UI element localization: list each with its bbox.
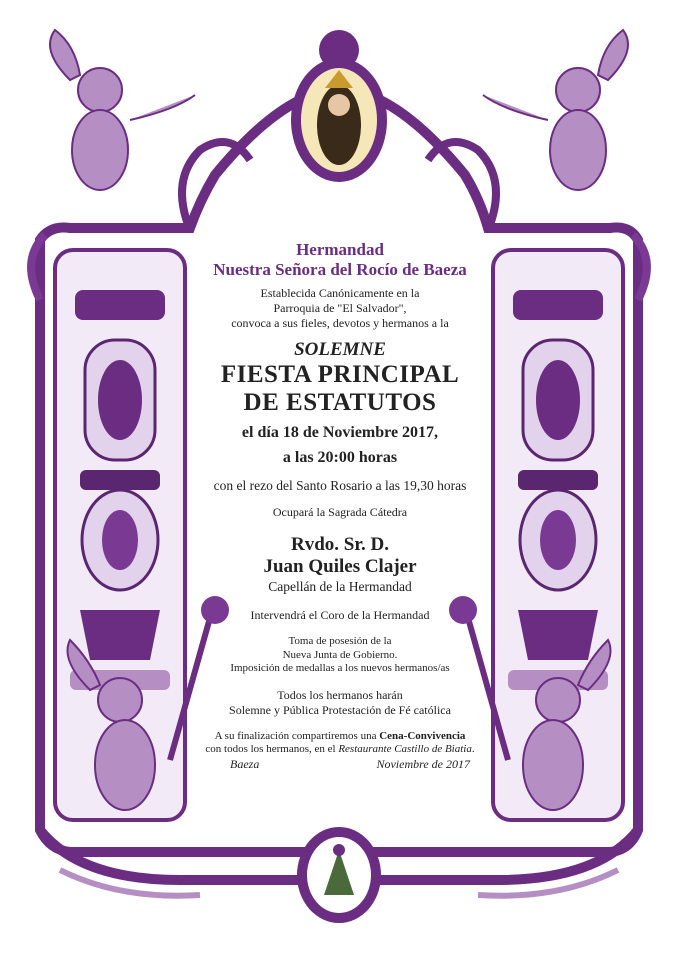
- event-date-line2: a las 20:00 horas: [282, 449, 398, 466]
- preacher-role: Capellán de la Hermandad: [268, 579, 412, 594]
- dinner-line2-pre: con todos los hermanos, en el: [205, 743, 339, 755]
- footer-place: Baeza: [230, 757, 260, 771]
- cherub-top-left-icon: [50, 30, 195, 190]
- cherub-top-right-icon: [483, 30, 628, 190]
- choir-line: Intervendrá el Coro de la Hermandad: [250, 608, 430, 622]
- preacher-title: Rvdo. Sr. D.: [290, 534, 389, 555]
- intro-line3: convoca a sus fieles, devotos y hermanos a la: [231, 316, 449, 330]
- dinner-line2: [190, 743, 490, 757]
- restaurant-name: Restaurante Castillo de Biatia: [338, 743, 472, 755]
- possession-line3: Imposición de medallas a los nuevos hermanos/as: [230, 662, 450, 674]
- dinner-pre: A su finalización compartiremos una: [214, 729, 380, 742]
- preacher-name: Juan Quiles Clajer: [263, 556, 417, 577]
- possession-line1: Toma de posesión de la: [288, 635, 392, 647]
- intro-line2: Parroquia de "El Salvador",: [273, 301, 407, 315]
- intro-line1: Establecida Canónicamente en la: [260, 286, 420, 300]
- possession-line2: Nueva Junta de Gobierno.: [282, 648, 398, 661]
- virgin-image-icon: [291, 30, 387, 182]
- brotherhood-emblem-icon: [297, 827, 381, 923]
- solemne-heading: SOLEMNE: [294, 339, 386, 360]
- dinner-line1: [190, 730, 490, 744]
- brotherhood-name-line1: Hermandad: [296, 240, 384, 259]
- protest-line1: Todos los hermanos harán: [277, 687, 403, 702]
- event-title-line1: FIESTA PRINCIPAL: [220, 361, 460, 388]
- preacher-intro: Ocupará la Sagrada Cátedra: [272, 505, 408, 519]
- invitation-content: [190, 240, 490, 757]
- dinner-bold: Cena-Convivencia: [379, 729, 466, 742]
- protest-line2: Solemne y Pública Protestación de Fé católica: [229, 702, 451, 717]
- rosary-line: con el rezo del Santo Rosario a las 19,30 horas: [213, 478, 467, 493]
- event-date-line1: el día 18 de Noviembre 2017,: [241, 424, 439, 441]
- brotherhood-name-line2: Nuestra Señora del Rocío de Baeza: [213, 260, 467, 279]
- event-title-line2: DE ESTATUTOS: [243, 389, 437, 416]
- footer-date: Noviembre de 2017: [376, 757, 470, 771]
- dinner-end: .: [471, 743, 475, 755]
